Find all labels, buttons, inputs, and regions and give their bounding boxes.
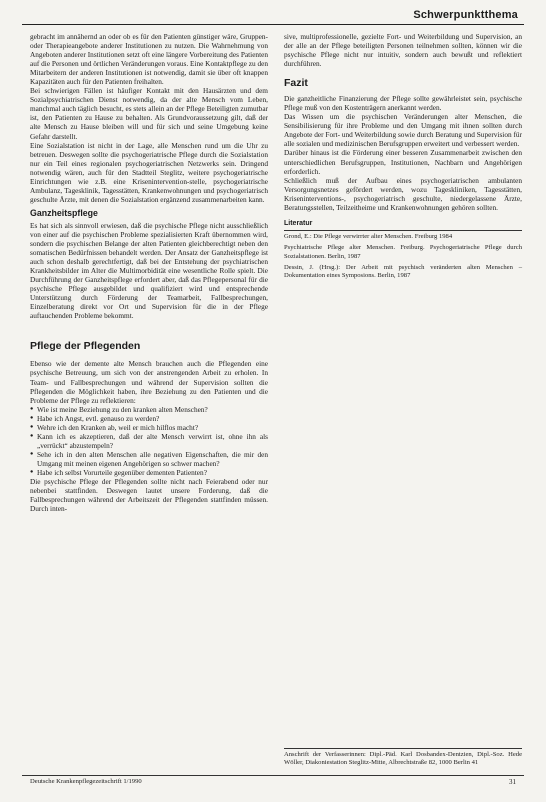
body-paragraph: Es hat sich als sinnvoll erwiesen, daß die psychische Pflege nicht ausschließlich von einer auf die psychischen Probleme spezialisierten Kraft übernommen wird, sondern die psychischen Belange der alten Patienten gleichberechtigt neben den somatischen Bedürfnissen behandelt werden. Der Ansatz der Ganzheitspflege ist auch schon deshalb gerechtfertigt, daß bei der Entstehung der psychiatrischen Krankheitsbilder im Alter die Multimorbidität eine wesentliche Rolle spielt. Die Durchführung der Ganzheitspflege erfordert aber, daß das Pflegepersonal für die psychische Pflege ausgebildet und qualifiziert wird und entsprechende Unterstützung durch Förderung der Teamarbeit, Fallbesprechungen, Einzelberatung direkt vor Ort und Supervision für die in der Pflege auftauchenden Probleme bekommt. (30, 220, 268, 321)
heading-pflege-der-pflegenden: Pflege der Pflegenden (30, 340, 141, 353)
journal-footer: Deutsche Krankenpflegezeitschrift 1/1990 (30, 778, 142, 785)
heading-fazit: Fazit (284, 77, 308, 90)
question-list (30, 405, 268, 477)
heading-literatur: Literatur (284, 219, 313, 227)
left-column (30, 32, 268, 513)
list-item: ● Wehre ich den Kranken ab, weil er mich hilflos macht? (30, 423, 268, 432)
header-rule (22, 24, 524, 25)
body-paragraph: Das Wissen um die psychischen Veränderungen alter Menschen, die Sensibilisierung für ihre Probleme und den Umgang mit ihnen sollten durch Angebote der Fort- und Weiterbildung sowie durch Beratung und Supervision für alle sozialen und medizinischen Berufsgruppen erweitert und verbessert werden. (284, 112, 522, 149)
author-address: Anschrift der Verfasserinnen: Dipl.-Päd. Karl Dosbandex-Dentzien, Dipl.-Soz. Hede Wöller, Diakoniestation Steglitz-Mitte, Albrechtstraße 82, 1000 Berlin 41 (284, 748, 522, 768)
reference-entry: Psychiatrische Pflege alter Menschen. Freiburg. Psychogeriatrische Pflege durch Sozialstationen. Berlin, 1987 (284, 244, 522, 260)
literature-list (284, 233, 522, 281)
list-item: ● Wie ist meine Beziehung zu den kranken alten Menschen? (30, 405, 268, 414)
footer-rule (22, 775, 524, 776)
reference-entry: Grond, E.: Die Pflege verwirrter alter Menschen. Freiburg 1984 (284, 232, 453, 240)
body-paragraph: Schließlich muß der Aufbau eines psychogeriatrischen ambulanten Versorgungsnetzes gefördert werden, wozu Tageskliniken, Tagesstätten, Kriseninterventions-, psychogeriatrisch geschulte, niedergelassene Ärzte, Beratungsstellen, Teilzeitheime und Krankenwohnungen gehören sollten. (284, 175, 522, 212)
body-paragraph: Ebenso wie der demente alte Mensch brauchen auch die Pflegenden eine psychische Betreuung, um sich von der anstrengenden Arbeit zu erholen. In Team- und Fallbesprechungen und während der Supervision sollten die Pflegenden die Möglichkeit haben, ihre Beziehung zu den Patienten und die Probleme der Pflege zu reflektieren: (30, 359, 268, 405)
reference-entry: Dessin, J. (Hrsg.): Der Arbeit mit psychisch veränderten alten Menschen – Dokumentation eines Symposions. Berlin, 1987 (284, 264, 522, 280)
body-paragraph: Bei schwierigen Fällen ist häufiger Kontakt mit den Hausärzten und dem Sozialpsychiatrischen Dienst notwendig, da der alte Mensch vom Leben, manchmal auch täglich besucht, es stets allein an der Pflege Beteiligten zumutbar ist, den Patienten zu Hause zu behalten. Als Grundvoraussetzung gilt, daß der alte Mensch zu Hause bleiben will und für sich und seine Umgebung keine Gefahr darstellt. (30, 86, 268, 141)
body-paragraph: Die ganzheitliche Finanzierung der Pflege sollte gewährleistet sein, psychische Pflege muß von den Kostenträgern anerkannt werden. (284, 94, 522, 113)
list-item: ● Kann ich es akzeptieren, daß der alte Mensch verwirrt ist, ohne ihn als „verrückt“ abzustempeln? (30, 432, 268, 450)
page-number: 31 (509, 778, 516, 786)
list-item: ● Habe ich selbst Vorurteile gegenüber dementen Patienten? (30, 468, 268, 477)
literature-rule (284, 230, 522, 231)
list-item: ● Habe ich Angst, evtl. genauso zu werden? (30, 414, 268, 423)
body-paragraph: Die psychische Pflege der Pflegenden sollte nicht nach Feierabend oder nur nebenbei stattfinden. Deswegen lautet unsere Forderung, daß die Fallbesprechungen während der Arbeitszeit der Pflegenden stattfinden müssen. Durch inten- (30, 477, 268, 514)
right-column (284, 32, 522, 284)
body-paragraph: Eine Sozialstation ist nicht in der Lage, alle Menschen rund um die Uhr zu betreuen. Deswegen sollte die psychogeriatrische Pflege durch die Sozialstation nur ein Teil eines regionalen psychogeriatrischen Netzwerks sein. Dringend notwendig wären, auch für den Stadtteil Steglitz, weitere psychogeriatrische Einrichtungen wie z.B. eine Krisenintervention-stelle, psychogeriatrische Ambulanz, Tagesklinik, Tagesstätten, Krankenwohnungen und psychogeriatrisch geschulte Ärzte, mit denen die Sozialstation ergänzend zusammenarbeiten kann. (30, 140, 268, 204)
body-paragraph: Darüber hinaus ist die Förderung einer besseren Zusammenarbeit zwischen den unterschiedlichen Berufsgruppen, Institutionen, Nachbarn und Angehörigen erforderlich. (284, 148, 522, 176)
heading-ganzheitspflege: Ganzheitspflege (30, 207, 98, 218)
intro-paragraph: gebracht im annähernd an oder ob es für den Patienten günstiger wäre, Gruppen- oder Therapieangebote anderer Institutionen zu nutzen. Die Wahrnehmung von Angeboten anderer Institutionen setzt oft eine längere Vorbereitung des Patienten auf die Personen und örtlichen Veränderungen voraus. Eine Kontaktpflege zu den Mitarbeitern der anderen Institutionen ist notwendig, damit sie über oft knappen Kapazitäten auch für den Patienten freihalten. (30, 32, 268, 87)
list-item: ● Sehe ich in den alten Menschen alle negativen Eigenschaften, die mir den Umgang mit meinen eigenen Angehörigen so schwer machen? (30, 450, 268, 468)
body-paragraph: sive, multiprofessionelle, gezielte Fort- und Weiterbildung und Supervision, an der alle an der Pflege beteiligten Personen teilnehmen sollten, können wir die psychische Pflege nicht nur intuitiv, sondern auch bewußt und reflektiert durchführen. (284, 32, 522, 69)
section-label: Schwerpunktthema (413, 9, 518, 21)
